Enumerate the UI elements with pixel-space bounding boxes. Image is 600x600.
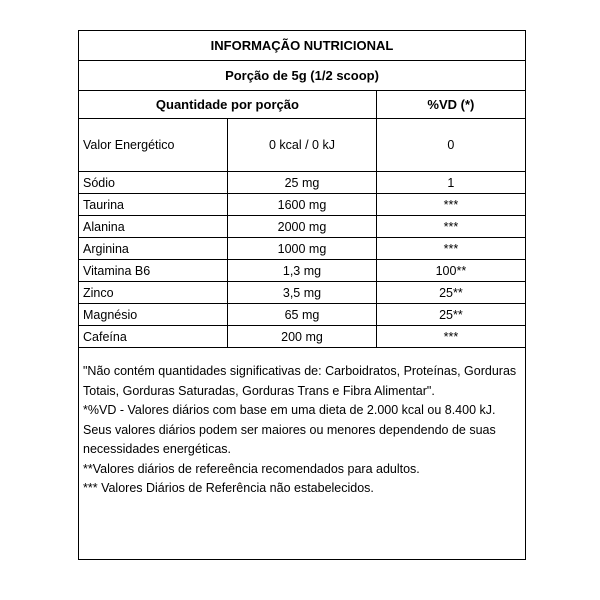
nutrient-name: Arginina [79,238,228,260]
nutrient-name: Valor Energético [79,119,228,172]
table-row [79,326,525,348]
nutrient-name: Vitamina B6 [79,260,228,282]
nutrient-name: Cafeína [79,326,228,348]
footnote-not-established: *** Valores Diários de Referência não estabelecidos. [83,481,374,495]
title-row [79,31,525,61]
nutrient-dv: *** [376,326,525,348]
table-row [79,282,525,304]
nutrient-dv: 100** [376,260,525,282]
nutrient-dv: 1 [376,172,525,194]
nutrient-name: Zinco [79,282,228,304]
footnotes [79,348,525,499]
nutrient-amount: 1,3 mg [228,260,377,282]
nutrient-dv: *** [376,216,525,238]
nutrient-amount: 25 mg [228,172,377,194]
header-row [79,91,525,119]
nutrient-amount: 0 kcal / 0 kJ [228,119,377,172]
nutrient-dv: *** [376,238,525,260]
nutrient-amount: 65 mg [228,304,377,326]
nutrient-amount: 2000 mg [228,216,377,238]
nutrient-name: Taurina [79,194,228,216]
footnote-daily-values: *%VD - Valores diários com base em uma dieta de 2.000 kcal ou 8.400 kJ. Seus valores diários podem ser maiores ou menores dependendo de suas necessidades energéticas. [83,403,496,456]
nutrient-dv: 0 [376,119,525,172]
nutrition-facts-label [78,30,526,560]
table-row [79,216,525,238]
portion-row [79,61,525,91]
nutrition-table [79,31,525,348]
portion-size: Porção de 5g (1/2 scoop) [79,61,525,91]
nutrient-dv: 25** [376,282,525,304]
nutrient-dv: *** [376,194,525,216]
footnote-reference-adults: **Valores diários de refereência recomendados para adultos. [83,461,420,476]
table-row [79,238,525,260]
table-row [79,304,525,326]
nutrient-amount: 1000 mg [228,238,377,260]
table-row [79,260,525,282]
table-row [79,119,525,172]
nutrient-amount: 3,5 mg [228,282,377,304]
dv-header: %VD (*) [376,91,525,119]
footnote-not-significant: "Não contém quantidades significativas de: Carboidratos, Proteínas, Gorduras Totais, Gorduras Saturadas, Gorduras Trans e Fibra Alimentar". [83,364,517,398]
nutrient-dv: 25** [376,304,525,326]
nutrient-amount: 200 mg [228,326,377,348]
table-row [79,172,525,194]
quantity-header: Quantidade por porção [79,91,376,119]
nutrient-amount: 1600 mg [228,194,377,216]
nutrient-name: Sódio [79,172,228,194]
nutrient-name: Magnésio [79,304,228,326]
nutrient-name: Alanina [79,216,228,238]
label-title: INFORMAÇÃO NUTRICIONAL [79,31,525,61]
table-row [79,194,525,216]
